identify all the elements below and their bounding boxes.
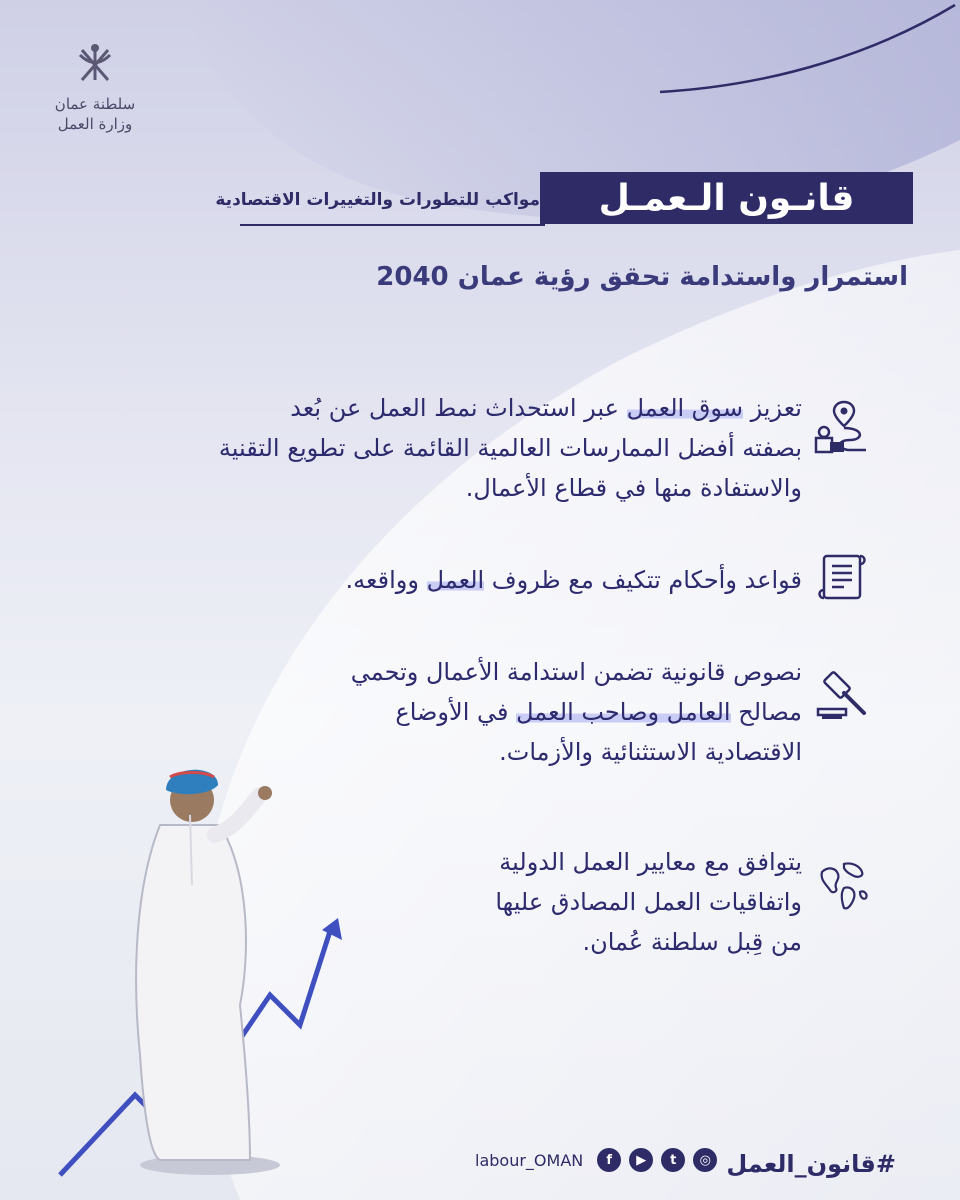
location-path-icon	[814, 398, 872, 456]
item2-line1: قواعد وأحكام تتكيف مع ظروف العمل وواقعه.	[345, 566, 802, 594]
youtube-icon[interactable]: ▶	[629, 1148, 653, 1172]
item3-line3: الاقتصادية الاستثنائية والأزمات.	[499, 738, 802, 766]
logo-text-sultanate: سلطنة عمان	[54, 95, 136, 113]
item3-line1: نصوص قانونية تضمن استدامة الأعمال وتحمي	[350, 658, 802, 686]
item4-line1: يتوافق مع معايير العمل الدولية	[499, 848, 802, 876]
page-title: قانـون الـعمـل	[540, 172, 913, 224]
item1-line1: تعزيز سوق العمل عبر استحداث نمط العمل عن بُعد	[290, 394, 802, 422]
item-rules	[346, 560, 802, 600]
globe-map-icon	[814, 858, 872, 916]
item-international-standards	[495, 842, 802, 962]
highlight-labour-market: سوق العمل	[626, 394, 743, 422]
logo-text-ministry: وزارة العمل	[57, 115, 133, 133]
highlight-worker-employer: العامل وصاحب العمل	[516, 698, 731, 726]
twitter-icon[interactable]: t	[661, 1148, 685, 1172]
facebook-icon[interactable]: f	[597, 1148, 621, 1172]
subtitle-underline	[240, 224, 545, 226]
social-links	[475, 1148, 717, 1172]
item4-line2: واتفاقيات العمل المصادق عليها	[495, 888, 802, 916]
item3-line2: مصالح العامل وصاحب العمل في الأوضاع	[395, 698, 802, 726]
page-subtitle: مواكب للتطورات والتغييرات الاقتصادية	[215, 190, 540, 210]
item4-line3: من قِبل سلطنة عُمان.	[582, 928, 802, 956]
instagram-icon[interactable]: ◎	[693, 1148, 717, 1172]
highlight-work: العمل	[426, 566, 485, 594]
headline: استمرار واستدامة تحقق رؤية عمان 2040	[376, 262, 908, 292]
omani-man-illustration	[100, 755, 300, 1175]
document-scroll-icon	[814, 548, 872, 606]
social-handle: labour_OMAN	[475, 1150, 584, 1170]
item1-line2: بصفته أفضل الممارسات العالمية القائمة على تطويع التقنية	[218, 434, 802, 462]
item1-line3: والاستفادة منها في قطاع الأعمال.	[465, 474, 802, 502]
gavel-icon	[814, 665, 872, 723]
ministry-logo	[52, 40, 138, 134]
item-legal-texts	[351, 652, 802, 772]
item-remote-work	[219, 388, 802, 508]
emblem-icon	[70, 40, 120, 90]
hashtag: #قانون_العمل	[726, 1150, 896, 1178]
